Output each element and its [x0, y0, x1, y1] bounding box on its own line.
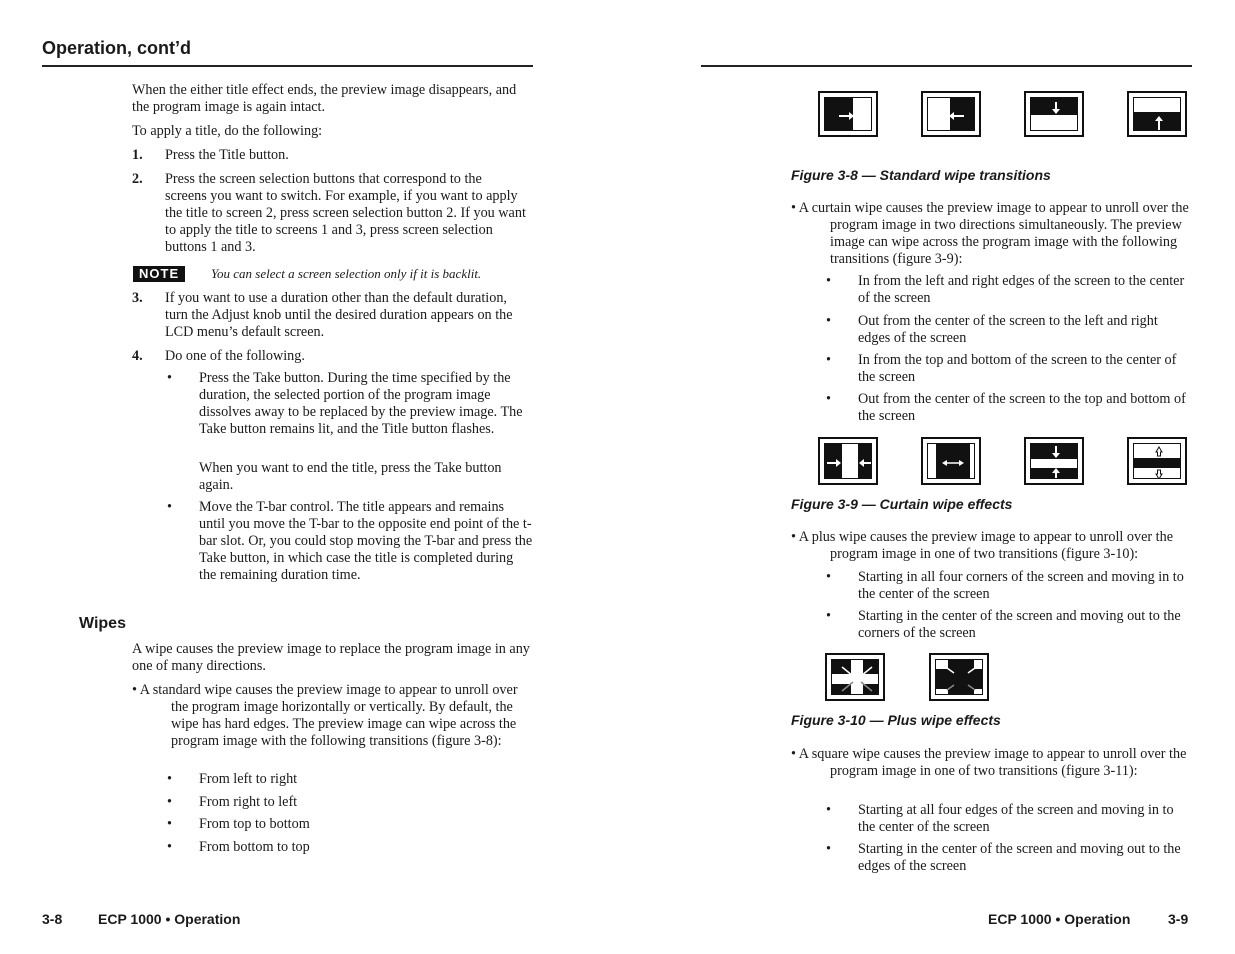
curtain-in-vertical-icon: [1024, 437, 1084, 485]
bullet: •: [826, 802, 831, 818]
figure-3-10-caption: Figure 3-10 — Plus wipe effects: [791, 712, 1001, 728]
step-number: 2.: [132, 171, 143, 187]
bullet: •: [826, 313, 831, 329]
square-wipe-paragraph: • A square wipe causes the preview image to appear to unroll over the program image in one of two transitions (figure 3-11):: [791, 746, 1187, 779]
figure-3-8-caption: Figure 3-8 — Standard wipe transitions: [791, 167, 1051, 183]
bullet: •: [167, 370, 172, 386]
standard-bullet-text: From bottom to top: [199, 839, 310, 855]
step-text: Do one of the following.: [165, 348, 305, 364]
standard-bullet-text: From right to left: [199, 794, 298, 810]
bullet: •: [826, 391, 831, 407]
curtain-bullet-text: Out from the center of the screen to the top and bottom of the screen: [858, 391, 1186, 424]
note-text: You can select a screen selection only if it is backlit.: [211, 266, 482, 281]
figure-3-9-caption: Figure 3-9 — Curtain wipe effects: [791, 496, 1013, 512]
step4-bullet-text: Press the Take button. During the time specified by the duration, the selected portion of the program image dissolves away to be replaced by the preview image. The Take button remains lit, and the Title button flashes.: [199, 370, 523, 437]
standard-wipe-text: [132, 682, 532, 750]
wipes-intro: A wipe causes the preview image to replace the program image in any one of many directions.: [132, 641, 530, 674]
step-text: Press the screen selection buttons that correspond to the screens you want to switch. For example, if you want to apply the title to screen 2, press screen selection button 2. If you want to apply the title to screens 1 and 3, press screen selection buttons 1 and 3.: [165, 171, 526, 255]
curtain-out-vertical-icon: [1127, 437, 1187, 485]
note-badge: NOTE: [133, 266, 185, 282]
square-bullet-text: Starting at all four edges of the screen and moving in to the center of the screen: [858, 802, 1174, 835]
step-number: 1.: [132, 147, 143, 163]
intro-paragraph-1: When the either title effect ends, the preview image disappears, and the program image is again intact.: [132, 82, 517, 115]
curtain-in-horizontal-icon: [818, 437, 878, 485]
square-wipe-text: [791, 746, 1193, 780]
plus-bullet-text: Starting in the center of the screen and moving out to the corners of the screen: [858, 608, 1181, 641]
wipe-left-to-right-icon: [818, 91, 878, 137]
step-number: 3.: [132, 290, 143, 306]
footer-title: ECP 1000 • Operation: [98, 911, 241, 927]
standard-wipe-paragraph: • A standard wipe causes the preview image to appear to unroll over the program image horizontally or vertically. By default, the wipe has hard edges. The preview image can wipe across the program image with the following transitions (figure 3-8):: [132, 682, 518, 749]
curtain-bullet-text: In from the left and right edges of the screen to the center of the screen: [858, 273, 1185, 306]
curtain-out-horizontal-icon: [921, 437, 981, 485]
bullet: •: [167, 794, 172, 810]
plus-wipe-text: [791, 529, 1193, 563]
intro-paragraph-2: To apply a title, do the following:: [132, 123, 323, 139]
square-bullet-text: Starting in the center of the screen and moving out to the edges of the screen: [858, 841, 1181, 874]
wipes-heading: Wipes: [79, 615, 126, 632]
bullet: •: [167, 816, 172, 832]
standard-bullet-text: From top to bottom: [199, 816, 310, 832]
step-text: If you want to use a duration other than the default duration, turn the Adjust knob until the desired duration appears on the LCD menu’s default screen.: [165, 290, 513, 340]
curtain-bullet-text: In from the top and bottom of the screen to the center of the screen: [858, 352, 1177, 385]
bullet: •: [826, 273, 831, 289]
bullet: •: [826, 569, 831, 585]
bullet: •: [826, 608, 831, 624]
bullet: •: [826, 841, 831, 857]
standard-bullet-text: From left to right: [199, 771, 298, 787]
plus-bullet-text: Starting in all four corners of the screen and moving in to the center of the screen: [858, 569, 1184, 602]
plus-wipe-paragraph: • A plus wipe causes the preview image to appear to unroll over the program image in one of two transitions (figure 3-10):: [791, 529, 1174, 562]
wipe-bottom-to-top-icon: [1127, 91, 1187, 137]
plus-wipe-out-icon: [929, 653, 989, 701]
curtain-wipe-paragraph: • A curtain wipe causes the preview image to appear to unroll over the program image in two directions simultaneously. The preview image can wipe across the program image with the following transitions (figure 3-9):: [791, 200, 1189, 267]
step4-bullet-text: Move the T-bar control. The title appears and remains until you move the T-bar to the opposite end point of the t-bar slot. Or, you could stop moving the T-bar and press the Take button, in which case the title is completed during the remaining duration time.: [199, 499, 533, 583]
wipe-top-to-bottom-icon: [1024, 91, 1084, 137]
section-title: Operation, cont’d: [42, 38, 192, 58]
plus-wipe-in-icon: [825, 653, 885, 701]
curtain-bullet-text: Out from the center of the screen to the left and right edges of the screen: [858, 313, 1158, 346]
step-number: 4.: [132, 348, 143, 364]
title-rule: [701, 65, 1192, 67]
curtain-wipe-text: [791, 200, 1193, 268]
bullet: •: [167, 771, 172, 787]
bullet: •: [826, 352, 831, 368]
footer-page-number: 3-8: [42, 911, 63, 927]
wipe-right-to-left-icon: [921, 91, 981, 137]
title-rule: [42, 65, 533, 67]
step-text: Press the Title button.: [165, 147, 289, 163]
bullet: •: [167, 499, 172, 515]
footer-title: ECP 1000 • Operation: [988, 911, 1131, 927]
footer-page-number: 3-9: [1168, 911, 1189, 927]
bullet: •: [167, 839, 172, 855]
step4-bullet-extra: When you want to end the title, press the Take button again.: [199, 460, 502, 493]
